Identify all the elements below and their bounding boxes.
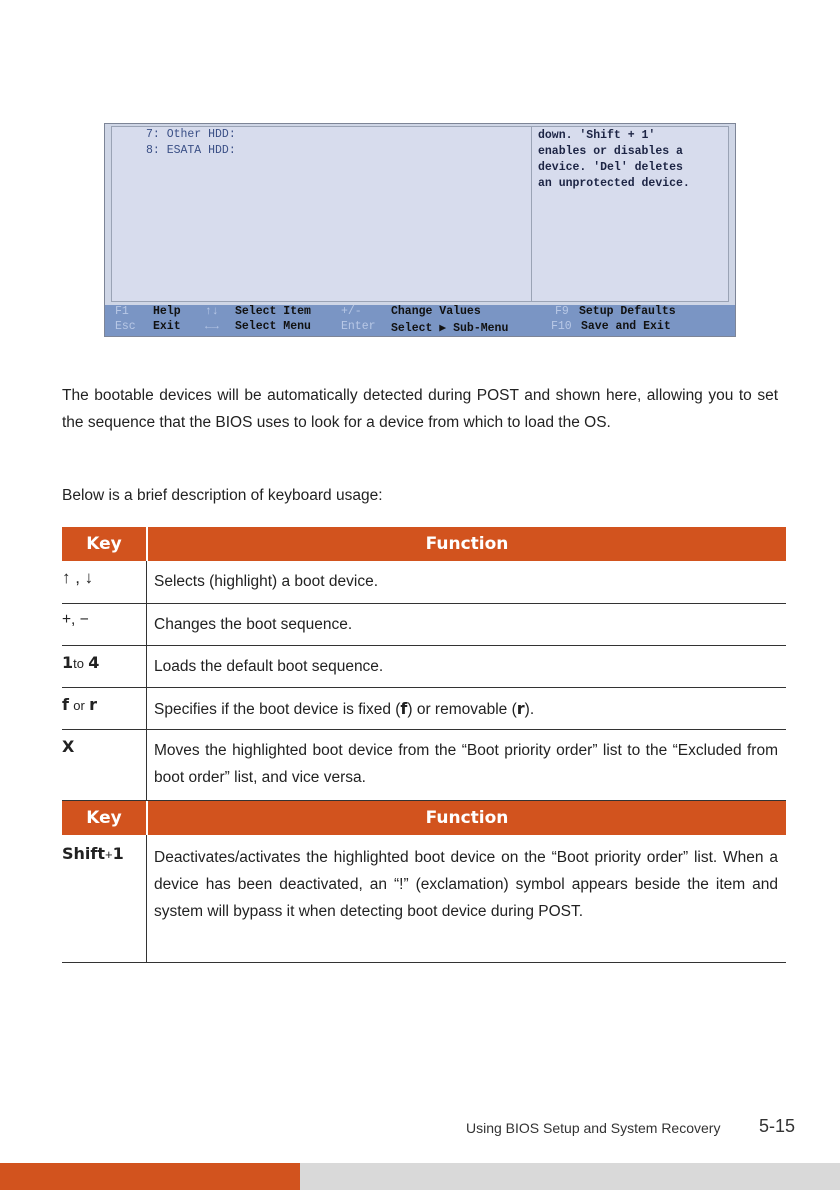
bios-key: Esc xyxy=(115,320,136,333)
bios-key-label: Save and Exit xyxy=(581,320,671,333)
bios-key: Enter xyxy=(341,320,376,333)
table-header xyxy=(62,527,786,561)
row-key: 1to 4 xyxy=(62,653,100,672)
bios-key: ↑↓ xyxy=(205,305,219,318)
bios-help-line: an unprotected device. xyxy=(538,177,690,190)
bios-key-label: Exit xyxy=(153,320,181,333)
table-row xyxy=(62,835,786,963)
bios-key-label: Help xyxy=(153,305,181,318)
table-header xyxy=(62,801,786,835)
bios-key-label: Change Values xyxy=(391,305,481,318)
bios-help-line: down. 'Shift + 1' xyxy=(538,129,656,142)
bios-boot-list-panel xyxy=(111,126,533,302)
row-key: +, − xyxy=(62,611,89,628)
row-function: Moves the highlighted boot device from the “Boot priority order” list to the “Excluded from boot order” list, and vice versa. xyxy=(154,742,778,786)
row-key: ↑ , ↓ xyxy=(62,568,94,587)
footer-accent-bar xyxy=(0,1163,300,1190)
footer-gray-bar xyxy=(300,1163,840,1190)
bios-key-label: Select Item xyxy=(235,305,311,318)
bios-help-panel xyxy=(531,126,729,302)
bios-key: ←→ xyxy=(205,320,219,333)
header-function: Function xyxy=(425,534,509,554)
row-key: X xyxy=(62,737,75,756)
header-function: Function xyxy=(425,808,509,828)
bios-key: F9 xyxy=(555,305,569,318)
lead-paragraph: Below is a brief description of keyboard usage: xyxy=(62,487,383,504)
table-row xyxy=(62,688,786,730)
footer-section-title: Using BIOS Setup and System Recovery xyxy=(466,1120,721,1136)
row-function: Loads the default boot sequence. xyxy=(154,658,384,675)
bios-boot-item: 8: ESATA HDD: xyxy=(146,144,236,157)
table-row xyxy=(62,561,786,604)
bios-boot-item: 7: Other HDD: xyxy=(146,128,236,141)
row-key: Shift+1 xyxy=(62,844,124,863)
row-function: Specifies if the boot device is fixed (f) or removable (r). xyxy=(154,699,535,718)
bios-key: +/- xyxy=(341,305,362,318)
bios-key-label: Setup Defaults xyxy=(579,305,676,318)
intro-paragraph: The bootable devices will be automatically detected during POST and shown here, allowing you to set the sequence that the BIOS uses to look for a device from which to load the OS. xyxy=(62,387,778,431)
table-row xyxy=(62,604,786,646)
row-function: Deactivates/activates the highlighted boot device on the “Boot priority order” list. When a device has been deactivated, an “!” (exclamation) symbol appears beside the item and system will bypass it when detecting boot device during POST. xyxy=(154,849,778,920)
bios-key-label: Select Menu xyxy=(235,320,311,333)
bios-key-label: Select ▶ Sub-Menu xyxy=(391,322,509,335)
bios-key-legend-bar xyxy=(105,305,735,336)
bios-screenshot xyxy=(104,123,736,337)
row-function: Selects (highlight) a boot device. xyxy=(154,573,379,590)
table-row xyxy=(62,646,786,688)
header-key: Key xyxy=(86,808,122,828)
bios-key: F1 xyxy=(115,305,129,318)
bios-key: F10 xyxy=(551,320,572,333)
row-key: f or r xyxy=(62,695,98,714)
header-key: Key xyxy=(86,534,122,554)
bios-help-line: device. 'Del' deletes xyxy=(538,161,683,174)
bios-help-line: enables or disables a xyxy=(538,145,683,158)
footer-page-number: 5-15 xyxy=(759,1116,796,1136)
table-row xyxy=(62,730,786,801)
row-function: Changes the boot sequence. xyxy=(154,616,353,633)
